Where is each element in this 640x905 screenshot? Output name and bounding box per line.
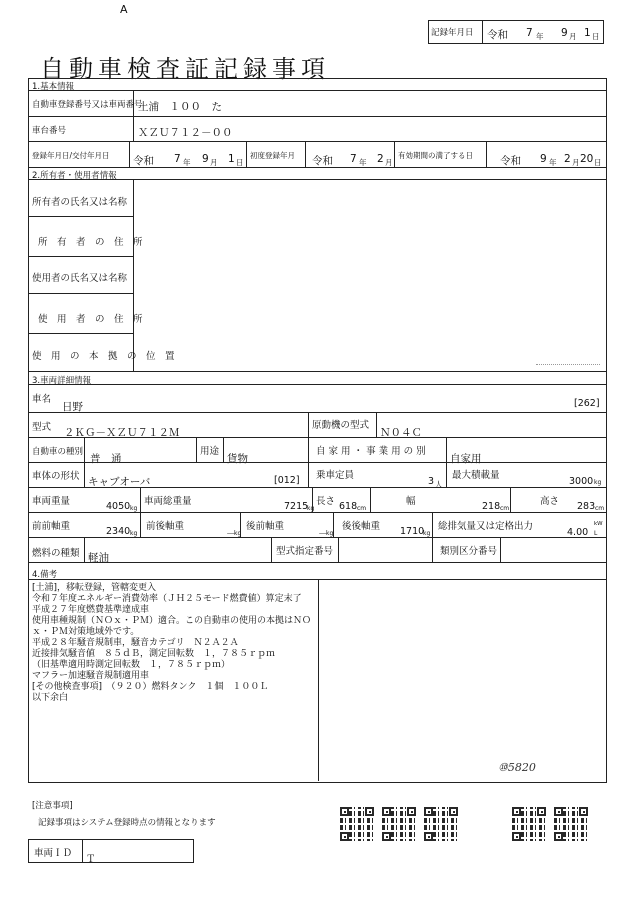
expiry-month: 2	[564, 153, 571, 165]
notice-heading: [注意事項]	[32, 801, 73, 811]
reg-no-value: 土浦 １００ た	[138, 101, 222, 113]
fuel-type-label: 燃料の種類	[32, 548, 80, 559]
remark-line: 令和７年度エネルギー消費効率（ＪＨ２５モード燃費値）算定末了	[32, 594, 302, 604]
remark-line: 平成２７年度燃費基準達成車	[32, 605, 150, 615]
section3-heading: 3.車両詳細情報	[32, 376, 92, 386]
section1-heading: 1.基本情報	[32, 82, 75, 92]
use-value: 貨物	[227, 453, 248, 465]
record-date-day: 1	[584, 27, 591, 39]
car-name-label: 車名	[32, 394, 52, 405]
engine-model-value: Ｎ０４Ｃ	[380, 427, 422, 439]
capacity-value: 3	[428, 476, 435, 487]
length-value: 618	[339, 501, 358, 512]
vehicle-weight-value: 4050	[106, 501, 131, 512]
page-title: 自動車検査証記録事項	[40, 55, 330, 83]
reg-date-day: 1	[228, 153, 235, 165]
reg-date-month: 9	[202, 153, 209, 165]
remark-line: （旧基準適用時測定回転数 １，７８５ｒｐｍ）	[32, 660, 231, 670]
remark-line: マフラー加速騒音規制適用車	[32, 671, 150, 681]
owner-name-label: 所有者の氏名又は名称	[32, 197, 128, 208]
remark-line: 近接排気騒音値 ８５ｄＢ，測定回転数 １，７８５ｒｐｍ	[32, 649, 276, 659]
body-shape-label: 車体の形状	[32, 471, 80, 482]
front-rear-axle-label: 前後軸重	[146, 521, 185, 532]
gross-weight-value: 7215	[284, 501, 309, 512]
front-front-axle-label: 前前軸重	[32, 521, 71, 532]
qr-code-3	[424, 807, 458, 841]
section4-heading: 4.備考	[32, 570, 58, 580]
front-front-axle-value: 2340	[106, 526, 131, 537]
reg-no-label: 自動車登録番号又は車両番号	[32, 100, 143, 110]
record-date-year: 7	[526, 27, 533, 39]
expiry-label: 有効期間の満了する日	[398, 151, 473, 160]
displacement-value: 4.00	[567, 527, 589, 538]
remarks-list	[32, 583, 311, 704]
expiry-day: 20	[580, 153, 594, 165]
reg-date-label: 登録年月日/交付年月日	[32, 151, 110, 160]
section2-heading: 2.所有者・使用者情報	[32, 171, 117, 181]
record-date-month: 9	[561, 27, 568, 39]
chassis-value: ＸＺＵ７１２－００	[138, 127, 233, 139]
rear-front-axle-value: －	[318, 529, 328, 540]
first-reg-month: 2	[377, 153, 384, 165]
car-name-code: [262]	[574, 398, 600, 409]
base-location-label: 使 用 の 本 拠 の 位 置	[32, 351, 175, 362]
remark-line: [その他検査事項] （９２０）燃料タンク １個 １００Ｌ	[32, 682, 269, 692]
qr-code-5	[554, 807, 588, 841]
user-name-label: 使用者の氏名又は名称	[32, 273, 128, 284]
height-value: 283	[577, 501, 596, 512]
scan-artifact	[536, 364, 600, 370]
fuel-type-value: 軽油	[88, 552, 109, 564]
model-label: 型式	[32, 422, 52, 433]
displacement-label: 総排気量又は定格出力	[438, 521, 534, 532]
qr-code-4	[512, 807, 546, 841]
body-shape-value: キャブオーバ	[88, 476, 151, 488]
remark-line: ｘ・ＰＭ対策地域外です。	[32, 627, 140, 637]
vehicle-weight-label: 車両重量	[32, 496, 71, 507]
remark-line: [土浦]，移転登録，管轄変更入	[32, 583, 157, 593]
reg-date-era: 令和	[133, 155, 154, 167]
remark-line: 使用車種規制（ＮＯｘ・ＰＭ）適合。この自動車の使用の本拠はＮＯ	[32, 616, 312, 626]
private-business-value: 自家用	[450, 453, 482, 465]
handwritten-note: ⑩5820	[498, 761, 536, 774]
first-reg-year: 7	[350, 153, 357, 165]
use-label: 用途	[200, 446, 220, 457]
capacity-label: 乗車定員	[316, 470, 355, 481]
height-label: 高さ	[540, 496, 560, 507]
private-business-label: 自 家 用 ・ 事 業 用 の 別	[316, 446, 426, 457]
vehicle-id-value: Ｔ	[86, 854, 96, 865]
gross-weight-label: 車両総重量	[144, 496, 192, 507]
category-number-label: 類別区分番号	[440, 546, 498, 557]
qr-code-1	[340, 807, 374, 841]
max-load-label: 最大積載量	[452, 470, 500, 481]
expiry-era: 令和	[500, 155, 521, 167]
max-load-value: 3000	[569, 476, 594, 487]
model-value: ２ＫＧ－ＸＺＵ７１２Ｍ	[64, 427, 180, 439]
vehicle-kind-value: 普 通	[90, 453, 122, 465]
type-designation-label: 型式指定番号	[276, 546, 334, 557]
rear-rear-axle-label: 後後軸重	[342, 521, 381, 532]
remark-line: 平成２８年騒音規制車，騒音カテゴリ Ｎ２Ａ２Ａ	[32, 638, 239, 648]
remark-line: 以下余白	[32, 693, 69, 703]
body-shape-code: [012]	[274, 475, 300, 486]
width-value: 218	[482, 501, 501, 512]
vehicle-id-label: 車両ＩＤ	[34, 848, 73, 859]
record-date-era: 令和	[487, 29, 508, 41]
owner-address-label: 所 有 者 の 住 所	[38, 237, 143, 248]
length-label: 長さ	[316, 496, 336, 507]
expiry-year: 9	[540, 153, 547, 165]
first-reg-label: 初度登録年月	[250, 151, 295, 160]
car-name-value: 日野	[62, 401, 83, 413]
qr-code-2	[382, 807, 416, 841]
vehicle-kind-label: 自動車の種別	[32, 447, 84, 457]
rear-front-axle-label: 後前軸重	[246, 521, 285, 532]
corner-mark: A	[120, 3, 128, 16]
user-address-label: 使 用 者 の 住 所	[38, 314, 143, 325]
rear-rear-axle-value: 1710	[400, 526, 425, 537]
reg-date-year: 7	[174, 153, 181, 165]
width-label: 幅	[406, 496, 416, 507]
first-reg-era: 令和	[312, 155, 333, 167]
notice-text: 記録事項はシステム登録時点の情報となります	[38, 818, 216, 828]
engine-model-label: 原動機の型式	[312, 420, 370, 431]
chassis-label: 車台番号	[32, 126, 67, 136]
record-date-label: 記録年月日	[431, 28, 474, 38]
front-rear-axle-value: －	[226, 529, 236, 540]
